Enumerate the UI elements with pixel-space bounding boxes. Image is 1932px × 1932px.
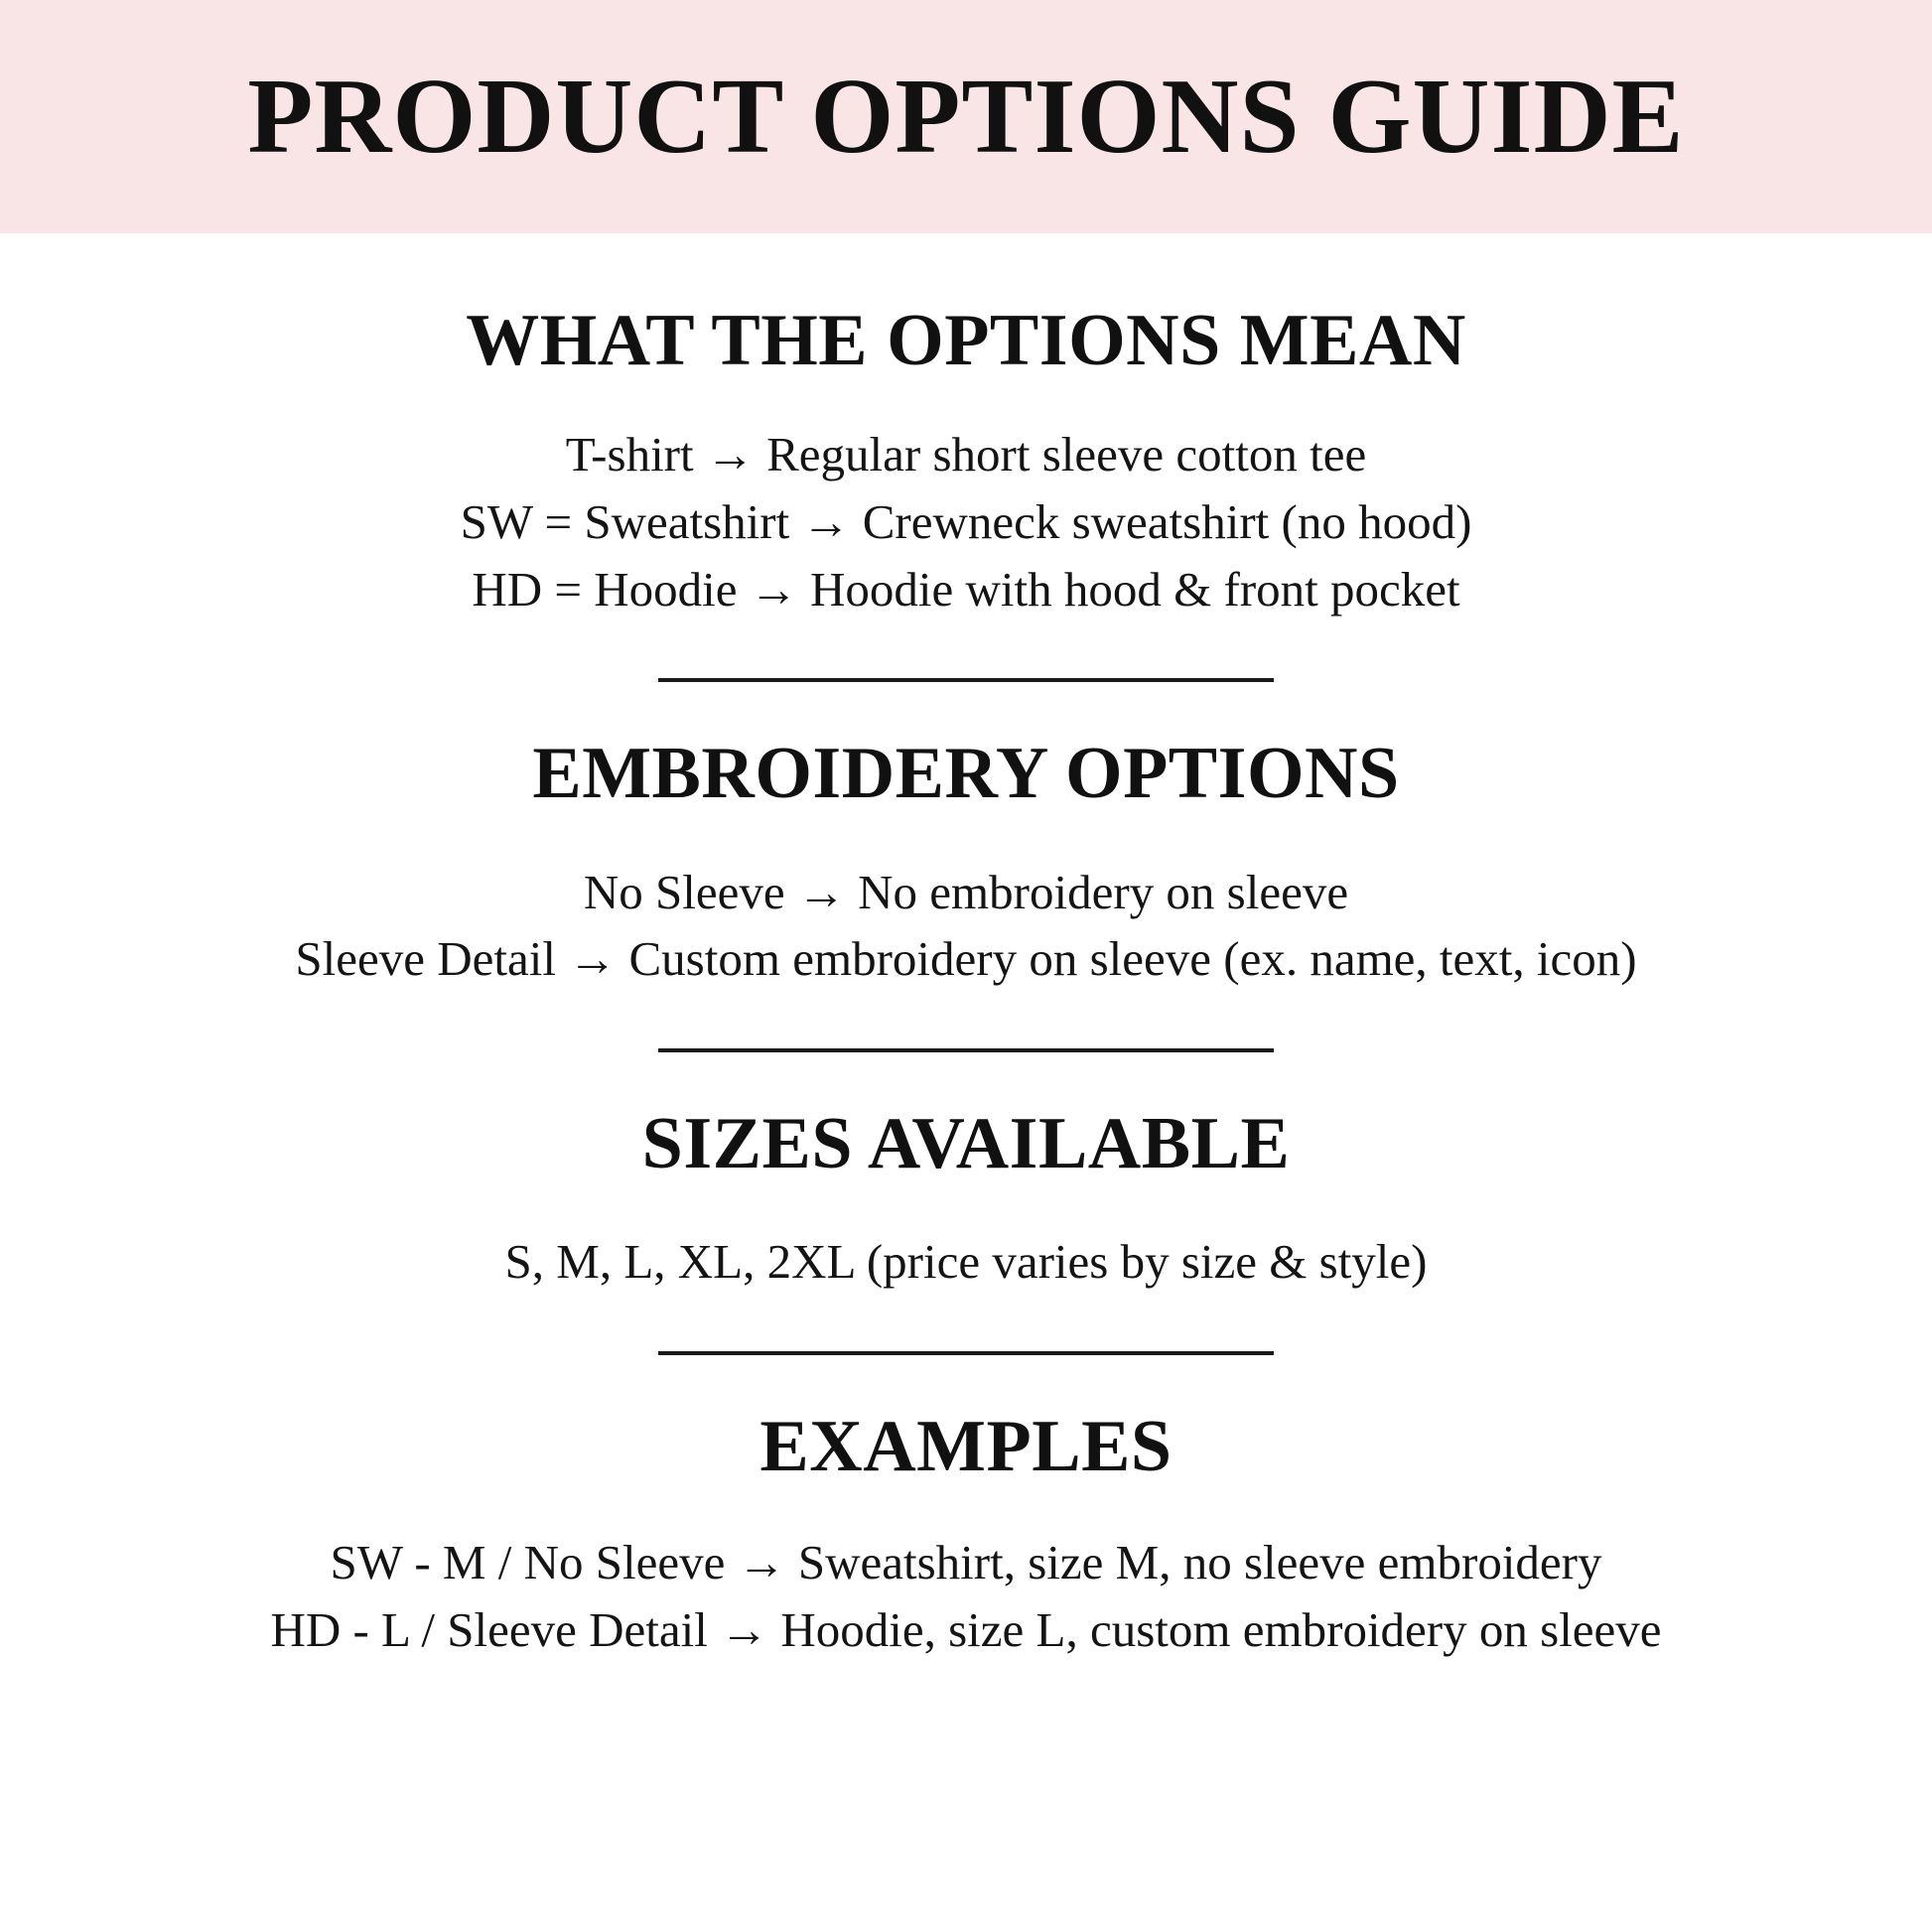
section-title-embroidery: EMBROIDERY OPTIONS xyxy=(532,733,1400,815)
section-title-examples: EXAMPLES xyxy=(759,1405,1173,1487)
page-title: PRODUCT OPTIONS GUIDE xyxy=(247,57,1685,176)
section-embroidery-options xyxy=(40,734,1892,993)
embroidery-line-1: No Sleeve → No embroidery on sleeve xyxy=(583,864,1349,919)
options-mean-line-2: SW = Sweatshirt → Crewneck sweatshirt (no hood) xyxy=(460,494,1472,549)
section-divider-1 xyxy=(658,678,1274,682)
examples-line-1: SW - M / No Sleeve → Sweatshirt, size M, no sleeve embroidery xyxy=(330,1535,1602,1590)
guide-content xyxy=(0,233,1932,1932)
embroidery-line-2: Sleeve Detail → Custom embroidery on sleeve (ex. name, text, icon) xyxy=(295,931,1637,987)
section-examples xyxy=(40,1407,1892,1664)
section-title-options-mean: WHAT THE OPTIONS MEAN xyxy=(466,300,1466,381)
sizes-line-1: S, M, L, XL, 2XL (price varies by size & style) xyxy=(504,1234,1428,1290)
section-sizes-available xyxy=(40,1104,1892,1296)
options-mean-line-1: T-shirt → Regular short sleeve cotton tee xyxy=(565,427,1367,483)
examples-line-2: HD - L / Sleeve Detail → Hoodie, size L, custom embroidery on sleeve xyxy=(270,1601,1662,1657)
section-divider-2 xyxy=(658,1048,1274,1052)
header-banner xyxy=(0,0,1932,233)
section-divider-3 xyxy=(658,1351,1274,1355)
options-mean-line-3: HD = Hoodie → Hoodie with hood & front pocket xyxy=(472,561,1460,617)
section-title-sizes: SIZES AVAILABLE xyxy=(641,1102,1291,1184)
section-what-the-options-mean xyxy=(40,233,1892,622)
